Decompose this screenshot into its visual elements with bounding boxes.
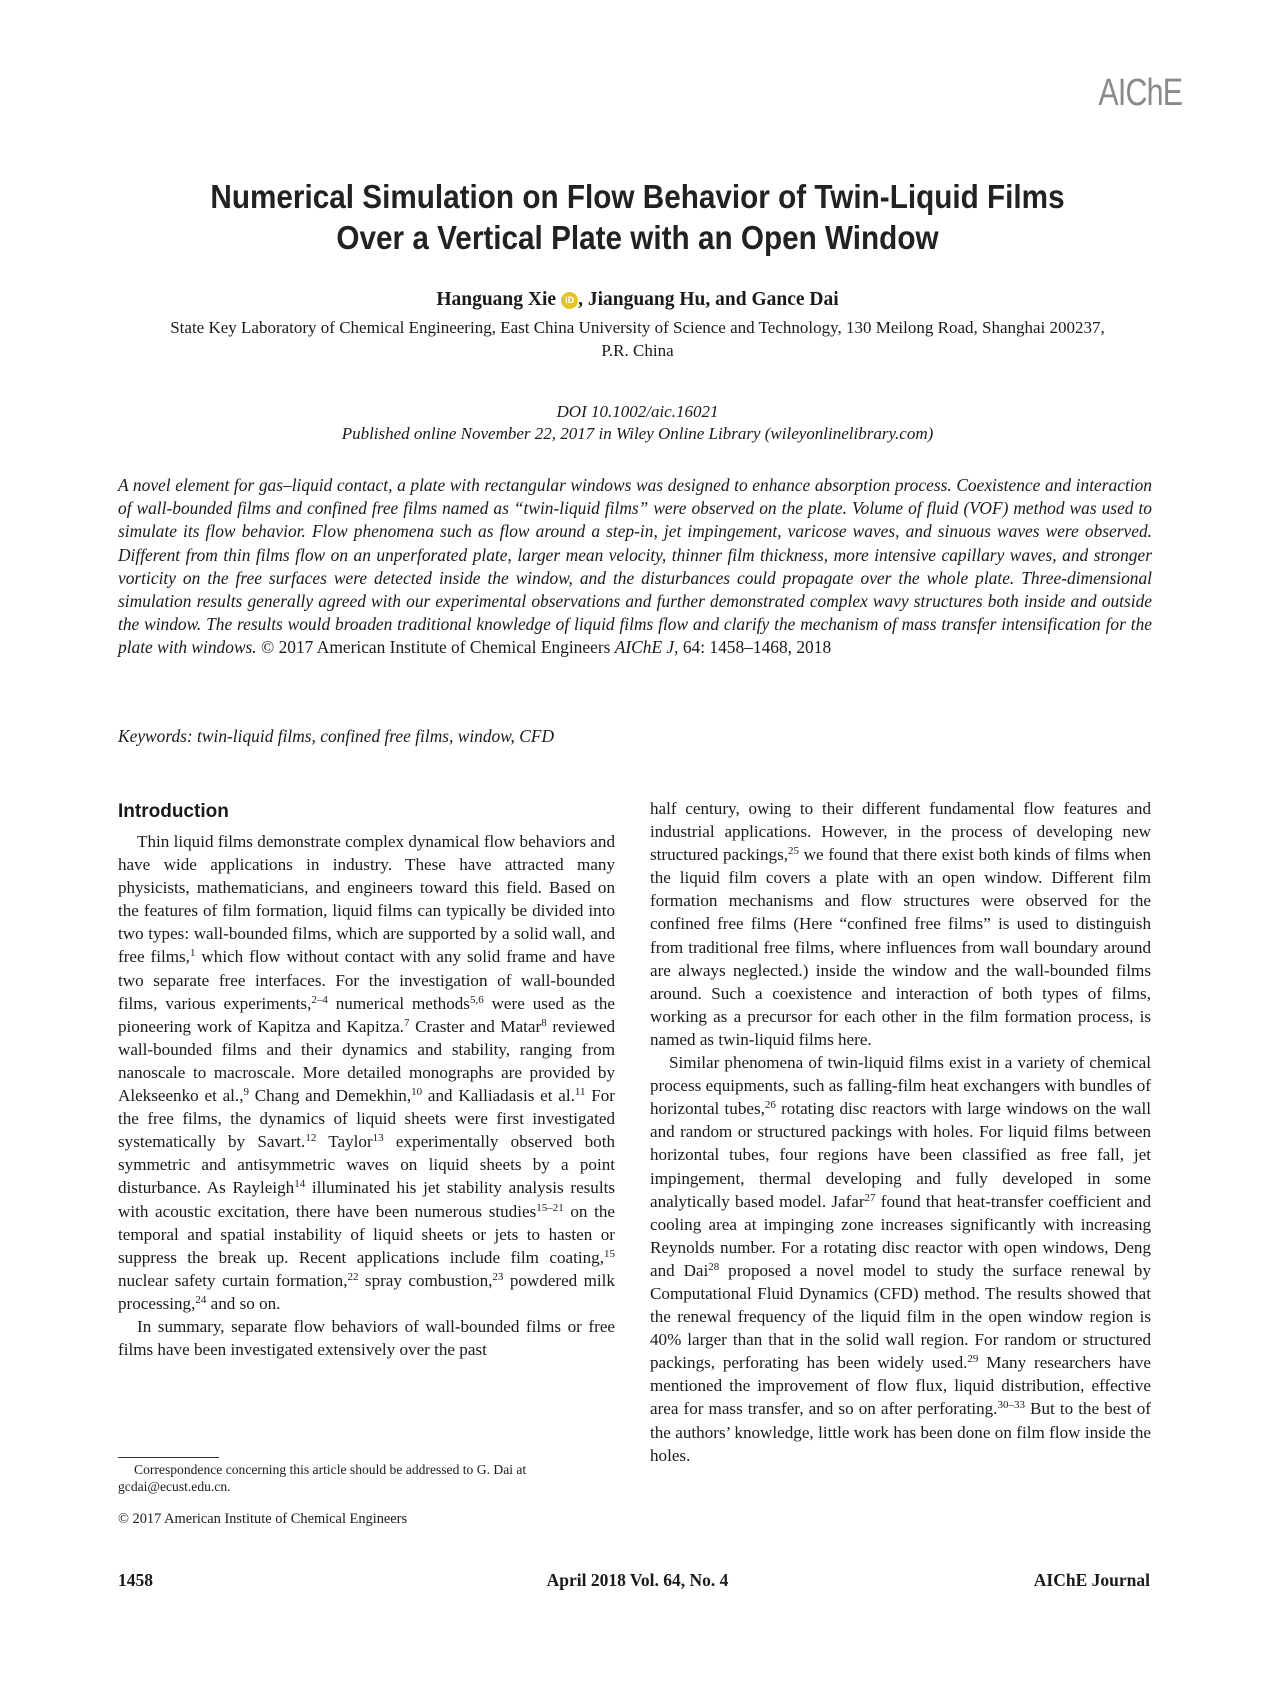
abstract-text: A novel element for gas–liquid contact, a plate with rectangular windows was designed to enhance absorption process. Coexistence and interaction of wall-bounded films and confined free films named as “twin-liquid films” were observed on the plate. Volume of fluid (VOF) method was used to simulate its flow behavior. Flow phenomena such as flow around a step-in, jet impingement, varicose waves, and sinuous waves were observed. Different from thin films flow on an unperforated plate, larger mean velocity, thinner film thickness, more intensive capillary waves, and stronger vorticity on the free surfaces were detected inside the window, and the disturbances could propagate over the whole plate. Three-dimensional simulation results generally agreed with our experimental observations and further demonstrated complex wavy structures both inside and outside the window. The results would broaden traditional knowledge of liquid films flow and clarify the mechanism of mass transfer intensification for the plate with windows. bbox=[118, 475, 1152, 658]
citation-ref[interactable]: 28 bbox=[708, 1260, 720, 1273]
article-title bbox=[154, 176, 1122, 258]
citation-ref[interactable]: 30–33 bbox=[997, 1399, 1025, 1412]
citation-ref[interactable]: 29 bbox=[967, 1353, 979, 1366]
citation-ref[interactable]: 9 bbox=[243, 1086, 249, 1099]
journal-logo: AIChE bbox=[1098, 72, 1183, 114]
paragraph-text: nuclear safety curtain formation, bbox=[118, 1270, 348, 1290]
paragraph-text: we found that there exist both kinds of films when the liquid film covers a plate with an open window. Different film formation mechanisms and flow structures were observed for the confined free films (Here “confined free films” is used to distinguish from traditional free films, where influences from wall boundary around are always neglected.) inside the window and the wall-bounded films around. Such a coexistence and interaction of both types of films, working as a precursor for each other in the film formation process, is named as twin-liquid films here. bbox=[650, 845, 1151, 1049]
paragraph-text: Craster and Matar bbox=[409, 1016, 542, 1036]
text-column-right bbox=[650, 797, 1151, 1467]
issue-info: April 2018 Vol. 64, No. 4 bbox=[546, 1570, 729, 1590]
journal-name: AIChE Journal bbox=[1033, 1570, 1150, 1590]
author-first: Hanguang Xie bbox=[436, 289, 557, 310]
citation-ref[interactable]: 15 bbox=[604, 1247, 615, 1260]
citation-ref[interactable]: 13 bbox=[372, 1132, 384, 1145]
paragraph-text: Taylor bbox=[316, 1132, 373, 1152]
paragraph-text: For the free films, the dynamics of liquid sheets were first investigated systematically by Savart. bbox=[118, 1086, 615, 1152]
paragraph-text: illuminated his jet stability analysis results with acoustic excitation, there have been numerous studies bbox=[118, 1178, 616, 1221]
citation-ref[interactable]: 15–21 bbox=[536, 1201, 564, 1214]
citation-ref[interactable]: 2–4 bbox=[311, 993, 328, 1006]
citation-ref[interactable]: 27 bbox=[864, 1191, 876, 1204]
paragraph-text: But to the best of the authors’ knowledge, little work has been done on film flow inside the holes. bbox=[650, 1399, 1151, 1465]
paragraph-text: numerical methods bbox=[327, 993, 470, 1013]
section-heading-introduction: Introduction bbox=[118, 801, 229, 822]
citation-ref[interactable]: 26 bbox=[764, 1099, 776, 1112]
abstract-journal: AIChE J bbox=[614, 637, 675, 658]
paragraph-text: rotating disc reactors with large windows on the wall and random or structured packings with holes. For liquid films between horizontal tubes, four regions have been classified as free fall, jet impingement, thermal developing and fully developed in some analytically based model. Jafar bbox=[650, 1099, 1151, 1211]
author-rest: , Jianguang Hu, and Gance Dai bbox=[578, 289, 839, 310]
doi[interactable]: DOI 10.1002/aic.16021 bbox=[556, 402, 719, 421]
paragraph bbox=[650, 797, 1151, 1051]
keywords: Keywords: twin-liquid films, confined free films, window, CFD bbox=[118, 726, 555, 746]
paragraph-text: half century, owing to their different fundamental flow features and industrial applications. However, in the process of developing new structured packings, bbox=[650, 799, 1151, 865]
citation-ref[interactable]: 14 bbox=[294, 1178, 306, 1191]
abstract-citation: , 64: 1458–1468, 2018 bbox=[674, 637, 832, 658]
abstract bbox=[118, 474, 1152, 660]
paragraph-text: and so on. bbox=[206, 1293, 281, 1313]
paragraph: In summary, separate flow behaviors of wall-bounded films or free films have been investigated extensively over the past bbox=[118, 1316, 615, 1360]
footnote-rule bbox=[118, 1457, 219, 1458]
citation-ref[interactable]: 7 bbox=[403, 1016, 410, 1029]
paragraph-text: on the temporal and spatial instability of liquid sheets or jets to hasten or suppress the break up. Recent applications include film coating, bbox=[118, 1201, 615, 1267]
citation-ref[interactable]: 11 bbox=[574, 1086, 586, 1099]
paragraph bbox=[650, 1051, 1151, 1467]
title-line-2: Over a Vertical Plate with an Open Window bbox=[336, 219, 939, 256]
orcid-icon[interactable]: iD bbox=[561, 292, 578, 309]
paragraph-text: Chang and Demekhin, bbox=[248, 1086, 412, 1106]
abstract-copyright: © 2017 American Institute of Chemical Engineers bbox=[261, 637, 611, 658]
paragraph-text: experimentally observed both symmetric and antisymmetric waves on liquid sheets by a point disturbance. As Rayleigh bbox=[118, 1132, 615, 1198]
author-list bbox=[100, 289, 1175, 311]
paragraph-text: spray combustion, bbox=[358, 1270, 493, 1290]
correspondence-footnote: Correspondence concerning this article should be addressed to G. Dai at gcdai@ecust.edu.cn. bbox=[118, 1462, 527, 1494]
paragraph-text: Thin liquid films demonstrate complex dynamical flow behaviors and have wide applications in industry. These have attracted many physicists, mathematicians, and engineers toward this field. Based on the features of film formation, liquid films can typically be divided into two types: wall-bounded films, which are supported by a solid wall, and free films, bbox=[118, 832, 615, 967]
page-number: 1458 bbox=[118, 1570, 153, 1590]
paragraph-text: and Kalliadasis et al. bbox=[422, 1086, 575, 1106]
paragraph-text: reviewed wall-bounded films and their dynamics and stability, ranging from nanoscale to macroscale. More detailed monographs are provided by Alekseenko et al., bbox=[118, 1016, 615, 1106]
citation-ref[interactable]: 10 bbox=[411, 1086, 423, 1099]
citation-ref[interactable]: 24 bbox=[195, 1293, 207, 1306]
paragraph-text: found that heat-transfer coefficient and cooling area at impinging zone increases significantly with increasing Reynolds number. For a rotating disc reactor with open windows, Deng and Dai bbox=[650, 1191, 1151, 1280]
citation-ref[interactable]: 8 bbox=[541, 1016, 547, 1029]
citation-ref[interactable]: 5,6 bbox=[469, 993, 484, 1006]
paragraph-text: Similar phenomena of twin-liquid films exist in a variety of chemical process equipments, such as falling-film heat exchangers with bundles of horizontal tubes, bbox=[650, 1053, 1151, 1119]
citation-ref[interactable]: 25 bbox=[788, 845, 800, 858]
citation-ref[interactable]: 23 bbox=[492, 1270, 504, 1283]
paragraph-text: proposed a novel model to study the surface renewal by Computational Fluid Dynamics (CFD) method. The results showed that the renewal frequency of the liquid film in the open window region is 40% larger than that in the solid wall region. For random or structured packings, perforating has been widely used. bbox=[650, 1260, 1151, 1373]
paragraph-text: Many researchers have mentioned the improvement of flow flux, liquid distribution, effective area for mass transfer, and so on after perforating. bbox=[650, 1353, 1151, 1419]
affiliation: State Key Laboratory of Chemical Engineering, East China University of Science and Technology, 130 Meilong Road, Shanghai 200237, P.R. China bbox=[170, 318, 1105, 360]
citation-ref[interactable]: 22 bbox=[347, 1270, 359, 1283]
citation-ref[interactable]: 12 bbox=[305, 1132, 317, 1145]
citation-ref[interactable]: 1 bbox=[189, 947, 196, 960]
paragraph-text: were used as the pioneering work of Kapitza and Kapitza. bbox=[118, 993, 615, 1036]
text-column-left bbox=[118, 830, 615, 1361]
title-line-1: Numerical Simulation on Flow Behavior of Twin-Liquid Films bbox=[210, 178, 1065, 215]
paragraph-text: which flow without contact with any solid frame and have two separate free interfaces. For the investigation of wall-bounded films, various experiments, bbox=[118, 947, 616, 1013]
copyright-notice: © 2017 American Institute of Chemical Engineers bbox=[118, 1511, 408, 1527]
paragraph bbox=[118, 830, 615, 1315]
paragraph-text: powdered milk processing, bbox=[118, 1270, 615, 1313]
publication-info: Published online November 22, 2017 in Wiley Online Library (wileyonlinelibrary.com) bbox=[341, 424, 934, 443]
